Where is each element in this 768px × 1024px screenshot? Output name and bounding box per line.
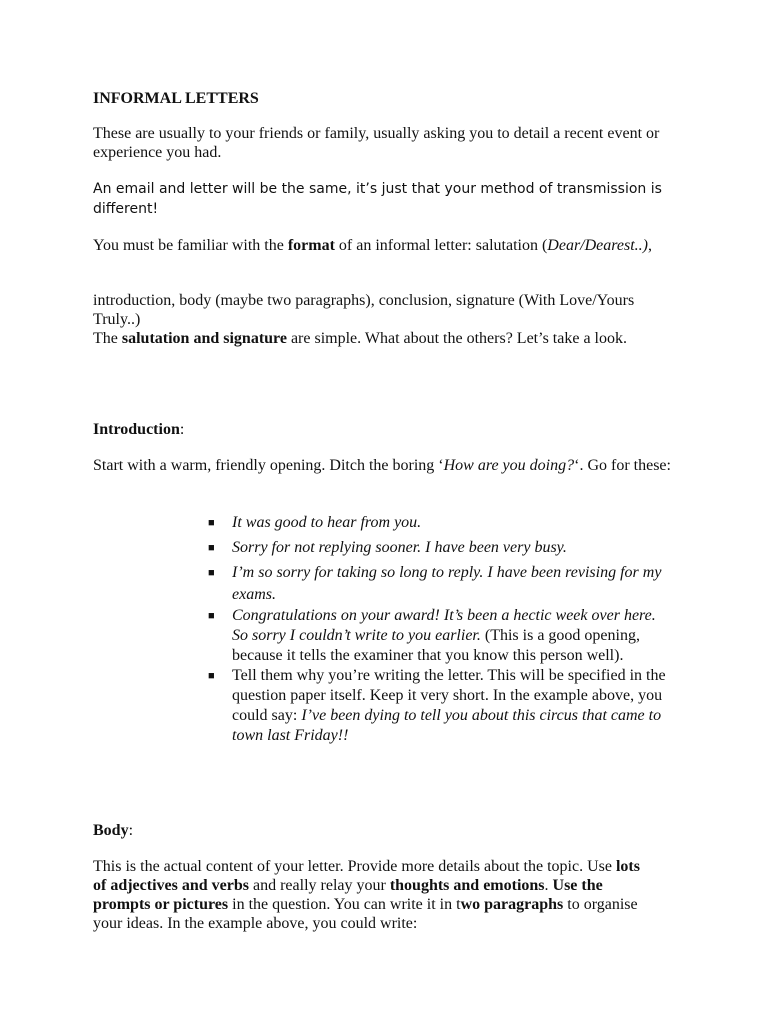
heading-text: Introduction	[93, 421, 180, 438]
list-item-text: I’m so sorry for taking so long to reply. I have been revising for my exams.	[232, 564, 662, 603]
list-item	[208, 512, 670, 534]
heading-text: Body	[93, 822, 129, 839]
list-item-text: (This is a good opening, because it tells the examiner that you know this person well).	[232, 627, 640, 664]
bullet-square-icon: ■	[208, 670, 215, 682]
text-run: in the question. You can write it in t	[228, 896, 461, 913]
bold-run: Use the prompts or pictures	[93, 877, 603, 913]
list-item	[208, 537, 670, 559]
introduction-paragraph	[93, 456, 673, 475]
list-item	[208, 606, 670, 666]
heading-colon: :	[179, 421, 185, 438]
format-paragraph	[93, 236, 673, 255]
opening-examples-list	[208, 512, 670, 746]
text-run: Start with a warm, friendly opening. Ditch the boring ‘	[93, 457, 444, 474]
structure-paragraph	[93, 291, 673, 348]
list-item	[208, 666, 670, 746]
structure-line: introduction, body (maybe two paragraphs), conclusion, signature (With Love/Yours Truly..)	[93, 292, 635, 328]
bullet-square-icon: ■	[208, 567, 215, 579]
intro-paragraph: These are usually to your friends or family, usually asking you to detail a recent event or experience you had.	[93, 125, 660, 161]
italic-run-salutation: Dear/Dearest..)	[547, 237, 648, 254]
bullet-square-icon: ■	[208, 542, 215, 554]
text-run: are simple. What about the others? Let’s take a look.	[286, 330, 627, 347]
text-run: ‘. Go for these:	[574, 457, 671, 474]
page-title: INFORMAL LETTERS	[93, 90, 259, 107]
list-item-text: Sorry for not replying sooner. I have been very busy.	[232, 539, 567, 556]
bold-run-salutation-signature: salutation and signature	[121, 330, 287, 347]
list-item-text-italic: I’ve been dying to tell you about this circus that came to town last Friday!!	[232, 707, 662, 744]
list-item	[208, 562, 670, 606]
bullet-square-icon: ■	[208, 517, 215, 529]
text-run: and really relay your	[248, 877, 390, 894]
text-run: You must be familiar with the	[93, 237, 288, 254]
bold-run-format: format	[287, 237, 335, 254]
email-note-paragraph: An email and letter will be the same, it’s just that your method of transmission is different!	[93, 181, 662, 217]
bold-run: wo paragraphs	[460, 896, 564, 913]
body-heading	[93, 821, 673, 840]
text-run: ,	[648, 237, 652, 254]
introduction-heading	[93, 420, 673, 439]
text-run: of an informal letter: salutation (	[334, 237, 548, 254]
body-paragraph	[93, 857, 653, 933]
list-item-text: Tell them why you’re writing the letter. This will be specified in the question paper itself. Keep it very short. In the example above, you could say:	[232, 667, 666, 724]
text-run: to organise your ideas. In the example above, you could write:	[93, 896, 638, 932]
list-item-text: It was good to hear from you.	[232, 514, 422, 531]
heading-colon: :	[128, 822, 134, 839]
text-run: .	[544, 877, 553, 894]
list-item-text-italic: Congratulations on your award! It’s been a hectic week over here. So sorry I couldn’t write to you earlier.	[232, 607, 656, 644]
text-run: The	[93, 330, 122, 347]
bullet-square-icon: ■	[208, 610, 215, 622]
text-run: This is the actual content of your letter. Provide more details about the topic. Use	[93, 858, 616, 875]
bold-run: lots of adjectives and verbs	[93, 858, 640, 894]
italic-run-how-are-you: How are you doing?	[443, 457, 575, 474]
bold-run: thoughts and emotions	[389, 877, 545, 894]
